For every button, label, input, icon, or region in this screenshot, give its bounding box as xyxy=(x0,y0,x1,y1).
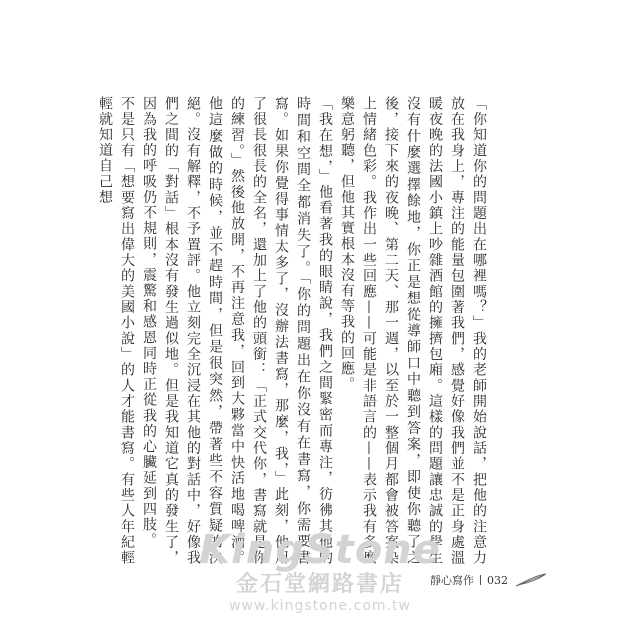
feather-icon xyxy=(514,572,548,588)
vertical-body-text xyxy=(94,96,490,566)
paragraph-1: 「你知道你的問題出在哪裡嗎？」我的老師開始說話，把他的注意力放在我身上，專注的能量包圍著我們，感覺好像我們並不是正身處溫暖夜晚的法國小鎮上吵雜酒館的擁擠包廂。這樣的問題讓忠誠的學生沒有什麼選擇餘地，你正是想從導師口中聽到答案，即使你聽了之後，接下來的夜晚、第二天、那一週，以至於一整個月都會被答案染上情緒色彩。我作出一些回應——可能是非語言的——表示我有多麼樂意躬聽，但他其實根本沒有等我的回應。 xyxy=(339,96,487,566)
body-text-block xyxy=(97,96,490,566)
paragraph-3: 不是只有「想要寫出偉大的美國小說」的人才能書寫。有些人年紀輕輕就知道自己想 xyxy=(97,96,135,566)
watermark-logo: KingStone xyxy=(199,527,441,573)
page-footer xyxy=(430,572,548,588)
paragraph-2: 「我在想，」他看著我的眼睛說，我們之間緊密而專注，彷彿其他的時間和空間全都消失了。「你的問題出在你沒有在書寫，你需要書寫。如果你覺得事情太多了，沒辦法書寫，那麼，我，」此刻，他用了很長很長的全名，還加上了他的頭銜：「正式交代你，書寫就是你的練習。」然後他放開，不再注意我，回到大夥當中快活地喝啤酒。他這麼做的時候，並不趕時間，但是很突然，帶著些不容質疑的決絕。沒有解釋，不予置評。他立刻完全沉浸在其他的對話中，好像我們之間的「對話」根本沒有發生過似地。但是我知道它真的發生了，因為我的呼吸仍不規則，震驚和感恩同時正從我的心臟延到四肢。 xyxy=(141,96,333,566)
watermark-store-name: 金石堂網路書店 xyxy=(235,572,404,597)
page-number: 032 xyxy=(487,573,508,587)
footer-divider xyxy=(480,575,481,585)
section-title: 靜心寫作 xyxy=(430,574,474,587)
watermark-url: www.kingstone.com.tw xyxy=(229,598,411,614)
